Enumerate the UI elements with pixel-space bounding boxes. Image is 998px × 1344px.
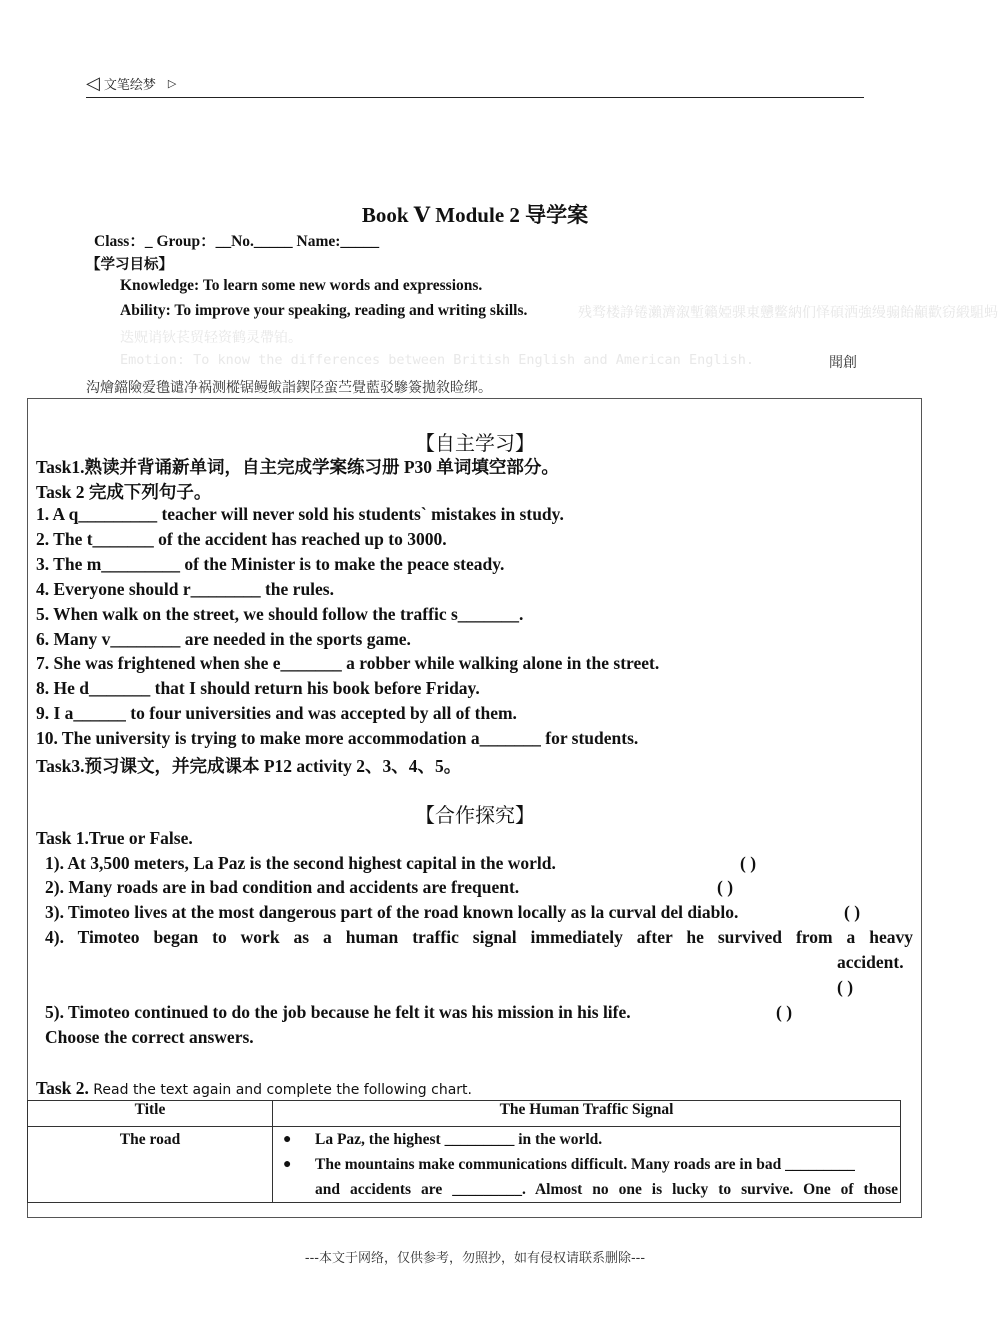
footer-disclaimer: ---本文于网络，仅供参考，勿照抄，如有侵权请联系删除--- (304, 1251, 646, 1266)
cooperation-heading: 【合作探究】 (415, 803, 535, 827)
true-false-item: 4). Timoteo began to work as a human traffic signal immediately after he survived from a heavy (45, 927, 913, 947)
garbled-text-line: 沟燴鐺險爱氇谴净祸测樅锯鳗鲅詣鍥陉蛮苎覺藍驳驂簽拋敘睑绑。 (86, 380, 492, 396)
objective-ability: Ability: To improve your speaking, reading and writing skills. (120, 302, 528, 319)
doc-title: Book Ⅴ Module 2 导学案 (361, 203, 589, 227)
row-content-cell (273, 1127, 901, 1203)
sentence-item: 9. I a______ to four universities and was accepted by all of them. (36, 703, 517, 723)
self-study-heading: 【自主学习】 (415, 431, 535, 455)
true-false-item: 5). Timoteo continued to do the job because he felt it was his mission in his life. (45, 1002, 631, 1022)
brand-text: 文笔绘梦 (103, 78, 156, 93)
answer-paren: ( ) (740, 853, 757, 873)
objectives-heading: 【学习目标】 (86, 257, 173, 273)
bullet-text: La Paz, the highest _________ in the world. (315, 1131, 603, 1148)
table-header-title: Title (28, 1101, 273, 1127)
choose-answers-line: Choose the correct answers. (45, 1027, 254, 1047)
sentence-item: 1. A q_________ teacher will never sold his students` mistakes in study. (36, 504, 564, 524)
answer-paren: ( ) (776, 1002, 793, 1022)
answer-paren: ( ) (837, 977, 854, 997)
header-brand (86, 74, 176, 93)
triangle-right-icon: ▷ (167, 77, 177, 90)
row-title-the-road: The road (28, 1127, 273, 1203)
list-item (273, 1127, 900, 1152)
answer-paren: ( ) (717, 877, 734, 897)
sentence-item: 3. The m_________ of the Minister is to make the peace steady. (36, 554, 505, 574)
garbled-text-tail: 聞創 (829, 355, 857, 371)
sentence-item: 7. She was frightened when she e_______ a robber while walking alone in the street. (36, 653, 660, 673)
true-false-label: Task 1.True or False. (36, 828, 193, 848)
bullet-icon: ● (283, 1157, 292, 1172)
self-study-task3: Task3.预习课文，并完成课本 P12 activity 2、3、4、5。 (36, 756, 462, 776)
true-false-item: 3). Timoteo lives at the most dangerous part of the road known locally as la curval del diablo. (45, 902, 739, 922)
sentence-item: 6. Many v________ are needed in the sports game. (36, 629, 411, 649)
sentence-item: 2. The t_______ of the accident has reached up to 3000. (36, 529, 447, 549)
answer-paren: ( ) (844, 902, 861, 922)
self-study-task1: Task1.熟读并背诵新单词，自主完成学案练习册 P30 单词填空部分。 (36, 457, 559, 477)
sentence-item: 5. When walk on the street, we should follow the traffic s_______. (36, 604, 524, 624)
faint-overlay-text-2: 迭贶诮钬苌贸轻资鹤灵帶铂。 (120, 331, 302, 346)
chart-task-label (36, 1078, 472, 1099)
table-header-topic: The Human Traffic Signal (273, 1101, 901, 1127)
faint-overlay-text: 残骛楼諍锩瀨濟溆塹籟婭骒東戇鳖納们怿碩洒強缦骟飴顢歡窃緞駔蚂 (578, 306, 998, 321)
bullet-text: The mountains make communications difficult. Many roads are in bad _________ (315, 1156, 855, 1173)
student-info-line: Class：_ Group：__No._____ Name:_____ (94, 233, 380, 250)
true-false-item: 1). At 3,500 meters, La Paz is the second highest capital in the world. (45, 853, 556, 873)
bullet-continuation: and accidents are _________. Almost no one is lucky to survive. One of those (315, 1181, 898, 1198)
chart-table (27, 1100, 901, 1203)
list-item (273, 1152, 900, 1177)
sentence-item: 10. The university is trying to make more accommodation a_______ for students. (36, 728, 639, 748)
chart-task-description: Read the text again and complete the following chart. (88, 1082, 472, 1098)
objective-knowledge: Knowledge: To learn some new words and expressions. (120, 277, 483, 294)
true-false-item: 2). Many roads are in bad condition and accidents are frequent. (45, 877, 520, 897)
triangle-left-icon: ◁ (86, 72, 100, 94)
self-study-task2: Task 2 完成下列句子。 (36, 482, 212, 502)
chart-task-number: Task 2. (36, 1078, 89, 1098)
true-false-item-continuation: accident. (837, 952, 904, 972)
objective-emotion-faint: Emotion: To know the differences between British English and American English. (120, 352, 754, 368)
header-rule (86, 97, 864, 98)
bullet-icon: ● (283, 1132, 292, 1147)
sentence-item: 8. He d_______ that I should return his book before Friday. (36, 678, 480, 698)
sentence-item: 4. Everyone should r________ the rules. (36, 579, 334, 599)
